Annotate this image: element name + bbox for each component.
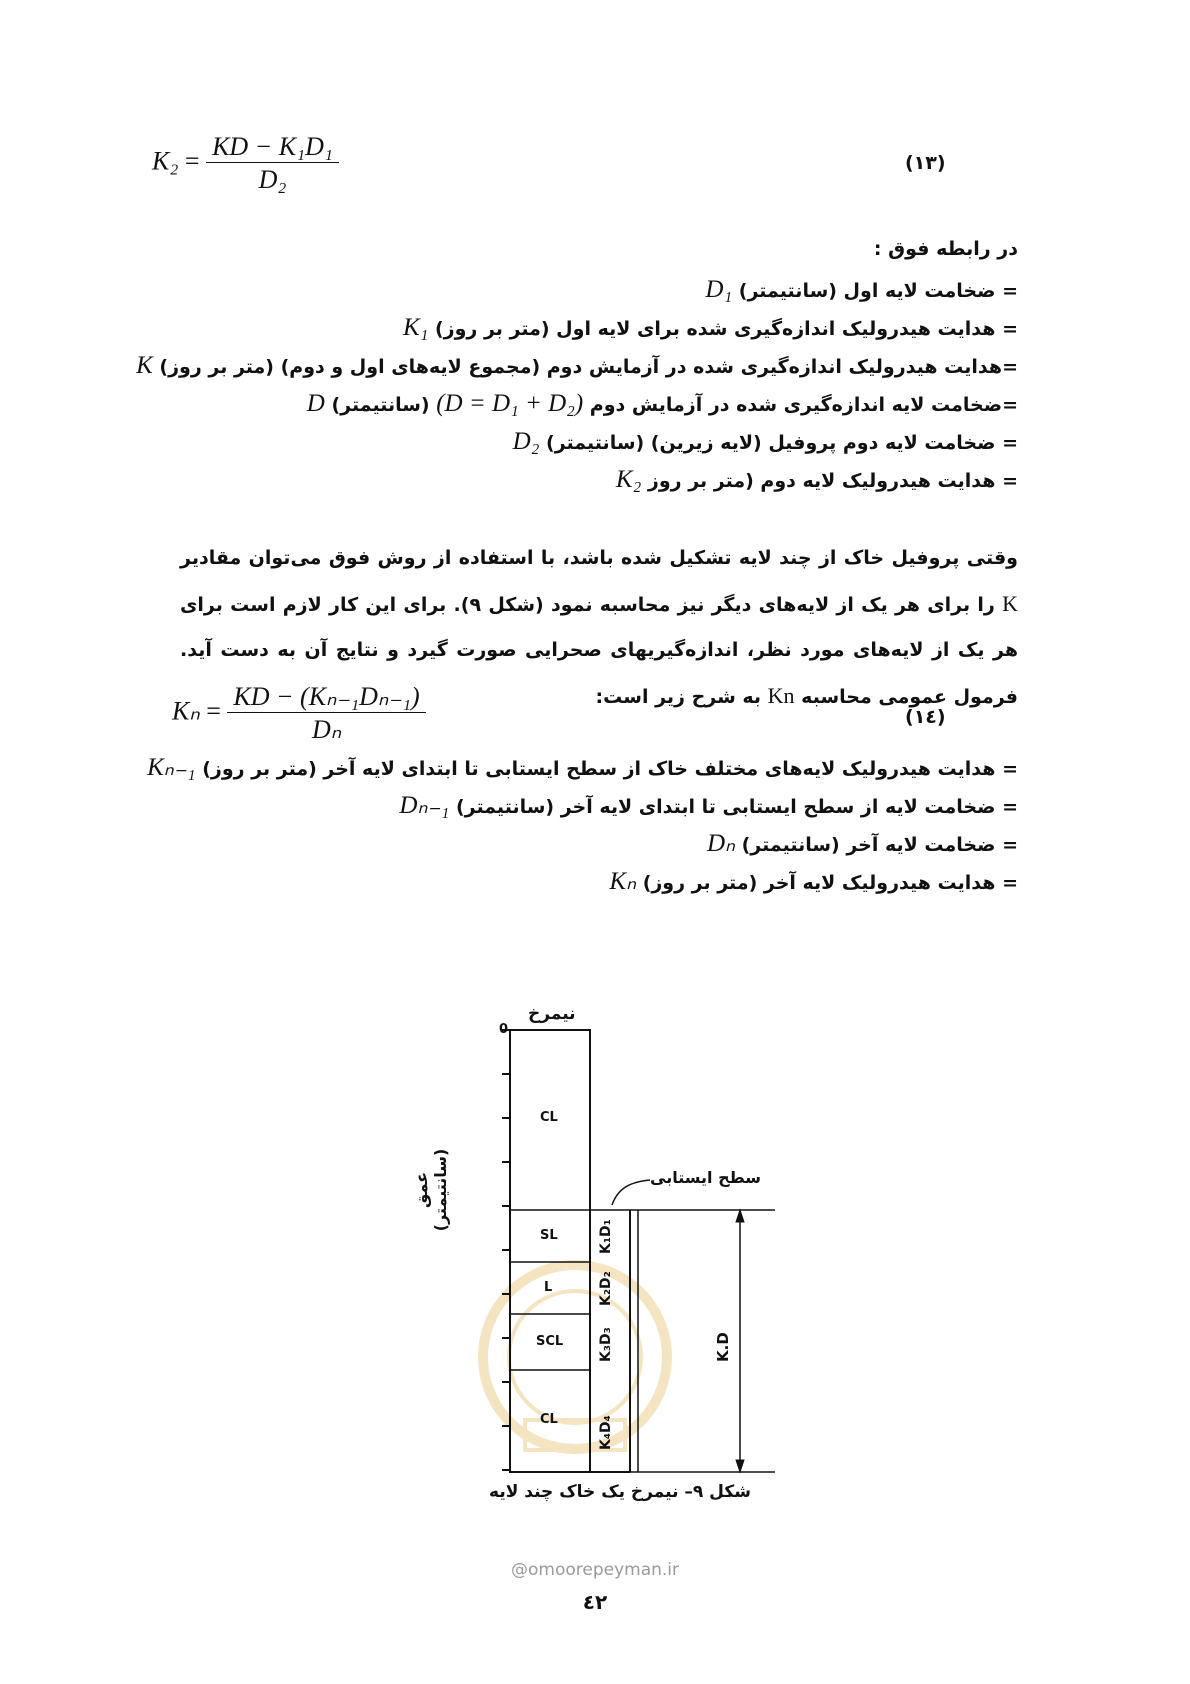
eq14-numerator: KD − (Kₙ₋₁Dₙ₋₁) (227, 682, 425, 713)
paragraph-part-1: وقتی پروفیل خاک از چند لایه تشکیل شده باشد، با استفاده از روش فوق می‌توان مقادیر (180, 547, 1018, 569)
def13-sym-5: D₂ (512, 428, 540, 455)
depth-axis-ticks (502, 1030, 510, 1470)
layer-label-4: SCL (536, 1334, 564, 1349)
def13-text-1: = ضخامت لایه اول (سانتیمتر) (738, 280, 1018, 302)
layer-label-2: SL (540, 1228, 558, 1243)
paragraph-k: K (1002, 591, 1018, 616)
def13-sym-1: D₁ (705, 276, 733, 303)
equation-13: K₂ = $\frac{\text{KD − K₁D₁}}{\text{D₂}}$ (152, 132, 339, 195)
equation-14: Kₙ = $\frac{\text{KD − (Kₙ₋₁Dₙ₋₁)}}{\text{Dₙ}}$ (172, 682, 426, 745)
eq14-denominator: Dₙ (311, 715, 342, 744)
eq13-denominator: D₂ (258, 165, 287, 194)
eq13-number: (۱۳) (905, 152, 946, 174)
figure-caption: شکل ۹– نیمرخ یک خاک چند لایه (489, 1482, 751, 1502)
def13-text-4: =ضخامت لایه اندازه‌گیری شده در آزمایش دوم (589, 394, 1018, 416)
water-table-label: سطح ایستابی (650, 1168, 761, 1187)
def13-text-3: =هدایت هیدرولیک اندازه‌گیری شده در آزمایش دوم (مجموع لایه‌های اول و دوم) (متر بر روز) (159, 356, 1018, 378)
def13-sym-3: K (136, 352, 153, 379)
depth-axis-label: عمق (سانتیمتر) (412, 1148, 450, 1232)
def13-text-2: = هدایت هیدرولیک اندازه‌گیری شده برای لایه اول (متر بر روز) (434, 318, 1018, 340)
eq13-numerator: KD − K₁D₁ (206, 132, 339, 163)
eq13-lhs: K₂ (152, 146, 179, 176)
def13-sym-4-extra: (D = D₁ + D₂) (436, 390, 584, 417)
profile-column (510, 1030, 775, 1472)
watermark-url: @omoorepeyman.ir (510, 1560, 680, 1580)
def13-text-5: = ضخامت لایه دوم پروفیل (لایه زیرین) (سانتیمتر) (546, 432, 1018, 454)
zero-label: 0 (499, 1022, 509, 1037)
def13-text-6: = هدایت هیدرولیک لایه دوم (متر بر روز (647, 470, 1018, 492)
paragraph-part-2: را برای هر یک از لایه‌های دیگر نیز محاسبه نمود (شکل ۹). برای این کار لازم است برای هر یک از لایه‌های مورد نظر، اندازه‌گیریهای صحرایی صورت گیرد و نتایج آن به دست آید. فرمول عمومی محاسبه (180, 594, 1018, 708)
def14-text-1: = هدایت هیدرولیک لایه‌های مختلف خاک از سطح ایستابی تا ابتدای لایه آخر (متر بر روز) (202, 758, 1018, 780)
segment-label-2: K₂D₂ (598, 1271, 614, 1306)
page-number: ٤٢ (582, 1590, 608, 1614)
segment-label-3: K₃D₃ (598, 1327, 614, 1362)
def14-sym-1: Kₙ₋₁ (147, 754, 196, 781)
segment-label-1: K₁D₁ (598, 1219, 614, 1254)
def14-sym-3: Dₙ (706, 830, 735, 857)
total-label: K.D (714, 1332, 732, 1362)
def14-text-2: = ضخامت لایه از سطح ایستابی تا ابتدای لایه آخر (سانتیمتر) (455, 796, 1018, 818)
segment-label-4: K₄D₄ (598, 1415, 614, 1450)
where-heading: در رابطه فوق : (873, 238, 1018, 260)
paragraph-kn: Kn (767, 683, 795, 708)
layer-label-1: CL (540, 1110, 558, 1125)
def14-text-3: = ضخامت لایه آخر (سانتیمتر) (741, 834, 1018, 856)
paragraph-part-3: به شرح زیر است: (595, 686, 768, 708)
def13-sym-4: D (306, 390, 325, 417)
def14-sym-2: Dₙ₋₁ (399, 792, 450, 819)
def13-sym-6: K₂ (615, 466, 642, 493)
eq14-lhs: Kₙ (172, 696, 200, 726)
layer-label-5: CL (540, 1412, 558, 1427)
def14-text-4: = هدایت هیدرولیک لایه آخر (متر بر روز) (642, 872, 1018, 894)
profile-label: نیمرخ (528, 1004, 576, 1024)
layer-label-3: L (544, 1280, 553, 1295)
eq14-number: (١٤) (905, 706, 946, 728)
def13-sym-2: K₁ (402, 314, 429, 341)
def13-tail-4: (سانتیمتر) (331, 394, 430, 416)
def14-sym-4: Kₙ (609, 868, 637, 895)
